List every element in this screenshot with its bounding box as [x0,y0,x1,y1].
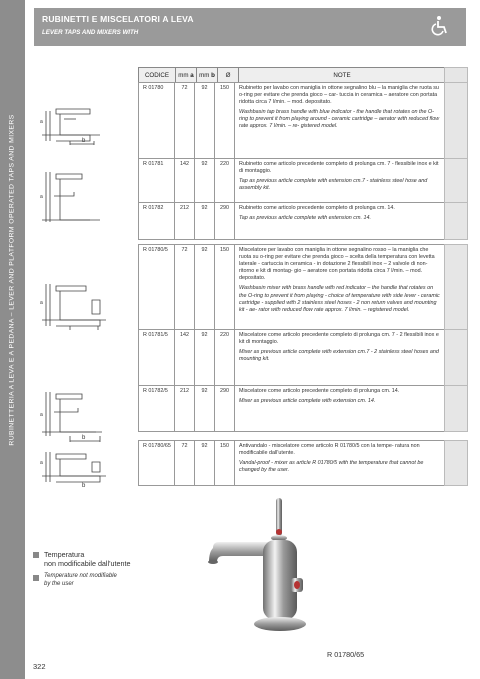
drawing-label-b: b [82,138,86,144]
page-title: RUBINETTI E MISCELATORI A LEVA [42,14,194,24]
legend-italian [44,550,130,568]
drawing-label-a: a [40,412,43,418]
note-italian: Miscelatore per lavabo con maniglia in ottone segnalino rosso – la maniglia che ruota su o-ring per evitare che prenda gioco – scelta della temperatura con levetta laterale - cartuccia in ceramica - in dotazione 2 flessibili inox – 2 valvole di non-ritorno e kit di montag- gio – aeratore con portata ridotta circa 7 l/min. – mod. depositato. [239,247,435,282]
wheelchair-icon [428,14,452,38]
header-mm-b: mm b [197,68,218,82]
row-a: 142 [175,159,195,202]
row-diameter: 150 [215,245,235,329]
note-italian: Antivandalo - miscelatore come articolo R 01780/5 con la tempe- ratura non modificabile dall'utente. [239,443,420,457]
drawing-label-a: a [40,194,43,200]
sidebar-title: RUBINETTERIA A LEVA E A PEDANA – LEVER AND PLATFORM OPERATED TAPS AND MIXERS [8,114,16,446]
header-mm-a: mm a [176,68,197,82]
row-b: 92 [195,441,215,485]
row-code: R 01782 [139,203,175,239]
note-italian: Miscelatore come articolo precedente completo di prolunga cm. 7 - 2 flessibili inox e kit di montaggio. [239,332,439,346]
drawing-label-a: a [40,119,43,125]
legend-english [44,573,117,588]
row-diameter: 290 [215,203,235,239]
row-diameter: 150 [215,83,235,158]
legend-marker [33,575,39,581]
row-note [235,83,445,158]
table-row [138,244,446,330]
header-diameter: Ø [218,68,239,82]
page-number: 322 [33,662,46,671]
legend-en-line1: Temperature not modifiable [44,573,117,579]
drawing-label-a: a [40,300,43,306]
note-italian: Rubinetto come articolo precedente completo di prolunga cm. 14. [239,205,395,211]
table-row [138,158,446,203]
header-code: CODICE [139,68,176,82]
table-row [138,440,446,486]
mixer-drawing-1 [30,280,130,330]
note-italian: Miscelatore come articolo precedente completo di prolunga cm. 14. [239,388,400,394]
row-a: 212 [175,203,195,239]
photo-caption: R 01780/65 [327,650,365,659]
row-code: R 01781 [139,159,175,202]
row-note [235,203,445,239]
row-diameter: 150 [215,441,235,485]
row-b: 92 [195,83,215,158]
row-tail [444,202,468,240]
row-code: R 01781/5 [139,330,175,385]
legend-it-line1: Temperatura [44,550,85,559]
row-b: 92 [195,330,215,385]
mixer-drawing-2 [30,388,130,444]
row-a: 72 [175,441,195,485]
note-english: Mixer as previous article complete with extension cm.7 - 2 stainless steel hoses and mounting kit. [239,349,439,363]
row-diameter: 220 [215,159,235,202]
tap-drawing-2 [30,168,130,228]
row-a: 212 [175,386,195,431]
row-diameter: 220 [215,330,235,385]
row-diameter: 290 [215,386,235,431]
table-row [138,202,446,240]
legend-it-line2: non modificabile dall'utente [44,559,131,568]
row-b: 92 [195,386,215,431]
legend-marker [33,552,39,558]
tap-drawing-1 [30,105,130,147]
row-tail [444,82,468,159]
table-header [138,67,446,83]
row-tail [444,244,468,330]
legend-en-line2: by the user [44,580,74,587]
table-row [138,82,446,159]
vandal-proof-drawing [30,448,130,488]
row-code: R 01780 [139,83,175,158]
row-tail [444,440,468,486]
row-note [235,245,445,329]
table-row [138,385,446,432]
note-english: Tap as previous article complete with extension cm. 14. [239,215,371,222]
drawing-label-b: b [82,435,86,441]
row-tail [444,158,468,203]
page-header [34,8,466,46]
row-note [235,441,445,485]
row-code: R 01782/5 [139,386,175,431]
row-b: 92 [195,159,215,202]
row-code: R 01780/65 [139,441,175,485]
note-italian: Rubinetto come articolo precedente completo di prolunga cm. 7 - flessibile inox e kit di montaggio. [239,161,439,175]
row-note [235,386,445,431]
row-note [235,159,445,202]
row-code: R 01780/5 [139,245,175,329]
row-a: 72 [175,245,195,329]
note-english: Vandal-proof - mixer as article R 01780/5 with the temperature that cannot be changed by the user. [239,460,424,474]
row-tail [444,329,468,386]
row-b: 92 [195,203,215,239]
drawing-label-b: b [82,483,86,488]
note-italian: Rubinetto per lavabo con maniglia in ottone segnalino blu – la maniglia che ruota su o-ring per evitare che prenda gioco – car- tuccia in ceramica – aeratore con portata ridotta circa 7 l/min. – mod. depositato. [239,85,439,106]
row-a: 142 [175,330,195,385]
note-english: Washbasin mixer with brass handle with red indicator – the handle that rotates on the O-ring to prevent it from playing - choice of temperature with side lever - ceramic cartridge - supplied with 2 stainless steel hoses - 2 non return valves and mounting kit - ae- rator with reduced flow rate approx. 7 l/min. – registered model. [239,285,440,313]
drawing-label-a: a [40,460,43,466]
page-subtitle: LEVER TAPS AND MIXERS WITH [42,29,139,36]
product-photo [205,496,365,646]
note-english: Tap as previous article complete with extension cm.7 - stainless steel hose and assembly kit. [239,178,428,192]
header-note: NOTE [333,71,351,79]
header-tail [444,67,468,83]
row-note [235,330,445,385]
row-a: 72 [175,83,195,158]
row-tail [444,385,468,432]
sidebar-band [0,0,25,679]
row-b: 92 [195,245,215,329]
note-english: Washbasin tap brass handle with blue indicator - the handle that rotates on the O-ring to prevent it from playing around - ceramic cartridge – aerator with reduced flow rate approx. 7 l/min. – re- gistered model. [239,109,440,130]
table-row [138,329,446,386]
note-english: Mixer as previous article complete with extension cm. 14. [239,398,376,405]
